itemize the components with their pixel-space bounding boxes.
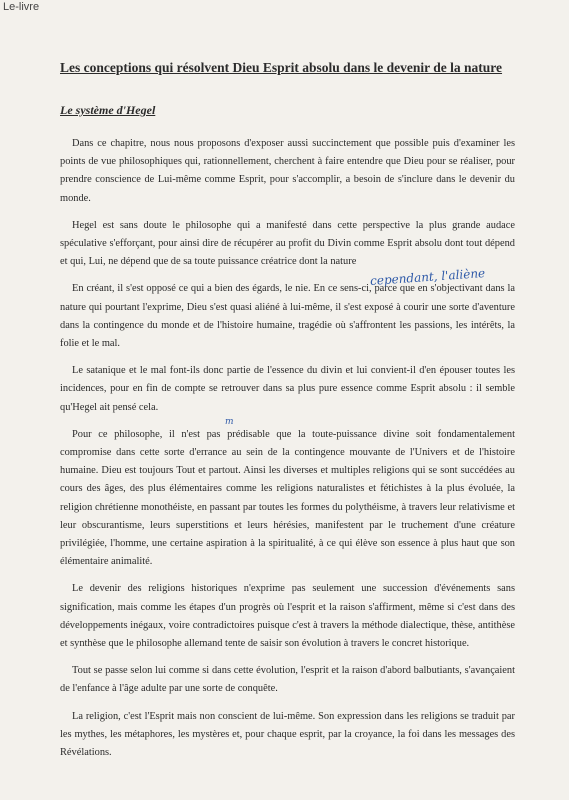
paragraph-7: Tout se passe selon lui comme si dans cette évolution, l'esprit et la raison d'abord balbutiants, s'avançaient de l'enfance à l'âge adulte par une sorte de conquête. xyxy=(60,665,515,695)
paragraph-5: Pour ce philosophe, il n'est pas prédisable que la toute-puissance divine soit fondamentalement compromise dans cette sorte d'errance au sein de la contingence mouvante de l'Univers et de l'histoire humaine. Dieu est toujours Tout et partout. Ainsi les diverses et multiples religions qui se sont succédées au cours des âges, des plus élémentaires comme les religions naturalistes et fétichistes à la plus évoluée, la religion chrétienne monothéiste, en passant par toutes les formes du polythéisme, à travers leur relativisme et leur obscurantisme, leurs superstitions et leurs hérésies, manifestent par le truchement d'une créature privilégiée, l'homme, une certaine aspiration à la spiritualité, à ce qui élève son essence à plus haut que son élémentaire animalité. xyxy=(60,428,515,568)
handwritten-margin-mark: m xyxy=(225,417,234,427)
chapter-title: Les conceptions qui résolvent Dieu Esprit absolu dans le devenir de la nature xyxy=(60,60,503,75)
paragraph-4: Le satanique et le mal font-ils donc partie de l'essence du divin et lui convient-il d'en épouser toutes les incidences, pour en fin de compte se retrouver dans sa plus pure essence comme Esprit absolu : il semble qu'Hegel ait pensé cela. xyxy=(60,365,515,413)
body-text xyxy=(60,135,515,762)
paragraph-8: La religion, c'est l'Esprit mais non conscient de lui-même. Son expression dans les religions se traduit par les mythes, les métaphores, les mystères et, pour chaque esprit, par la croyance, la foi dans les messages des Révélations. xyxy=(60,710,515,759)
paragraph-2: Hegel est sans doute le philosophe qui a manifesté dans cette perspective la plus grande audace spéculative s'efforçant, pour ainsi dire de récupérer au profit du Divin comme Esprit absolu dont tout dépend et qui, Lui, ne dépend que de sa toute puissance créatrice dont la nature xyxy=(60,219,515,268)
watermark-text: Le-livre xyxy=(3,1,40,13)
handwritten-annotation: cependant, l'aliène xyxy=(369,265,486,289)
paragraph-3: En créant, il s'est opposé ce qui a bien des égards, le nie. En ce sens-ci, parce que en s'objectivant dans la nature qui pourtant l'exprime, Dieu s'est quasi aliéné à lui-même, il s'est exposé à courir une sorte d'aventure dans la contingence du monde et de l'histoire humaine, tragédie où s'affrontent les passions, les intérêts, la folie et le mal. xyxy=(60,283,515,350)
section-heading: Le système d'Hegel xyxy=(60,103,156,117)
paragraph-1: Dans ce chapitre, nous nous proposons d'exposer aussi succinctement que possible puis d'examiner les points de vue philosophiques qui, rationnellement, cherchent à faire entendre que Dieu pour se réaliser, pour prendre conscience de Lui-même comme Esprit, pour s'accomplir, a besoin de s'inclure dans le devenir du monde. xyxy=(60,138,515,204)
document-page xyxy=(60,58,515,771)
paragraph-6: Le devenir des religions historiques n'exprime pas seulement une succession d'événements sans signification, mais comme les étapes d'un progrès où l'esprit et la raison s'affirment, même si c'est dans des développements inégaux, voire contradictoires puisque c'est à travers la méthode dialectique, thèse, antithèse et synthèse que le philosophe allemand tente de saisir son évolution à travers le concret historique. xyxy=(60,583,515,650)
